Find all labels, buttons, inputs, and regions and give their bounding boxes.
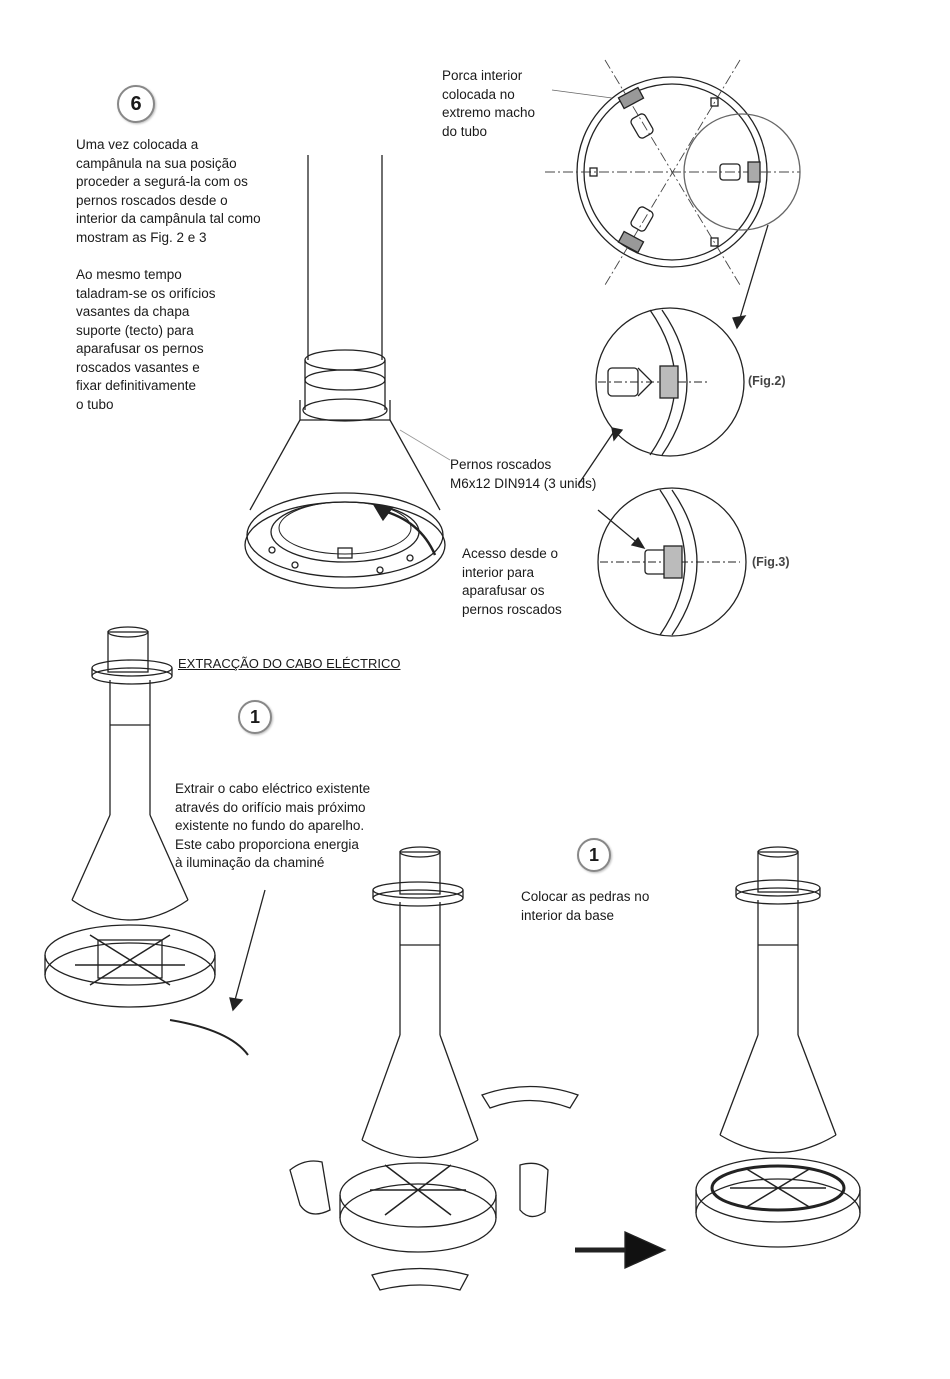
callout-porca-interior: Porca interior colocada no extremo macho do tubo bbox=[442, 68, 536, 139]
step-6-badge: 6 bbox=[117, 85, 155, 123]
stones-instructions: Colocar as pedras no interior da base bbox=[521, 889, 650, 923]
callout-acesso: Acesso desde o interior para aparafusar os pernos roscados bbox=[462, 546, 562, 617]
stones-step-badge: 1 bbox=[577, 838, 611, 872]
hood-assembly-drawing bbox=[245, 155, 450, 588]
cable-step-badge: 1 bbox=[238, 700, 272, 734]
callout-pernos-roscados: Pernos roscados M6x12 DIN914 (3 unids) bbox=[450, 457, 597, 491]
fig2-detail-drawing bbox=[578, 308, 744, 485]
fig2-label: (Fig.2) bbox=[748, 374, 786, 388]
fig3-detail-drawing bbox=[598, 488, 746, 636]
fig3-label: (Fig.3) bbox=[752, 555, 790, 569]
cable-instructions: Extrair o cabo eléctrico existente através do orifício mais próximo existente no fundo do aparelho. Este cabo proporciona energia à iluminação da chaminé bbox=[175, 781, 371, 870]
ring-top-view-drawing bbox=[545, 60, 800, 328]
step-6-text-1: Uma vez colocada a campânula na sua posição proceder a segurá-la com os pernos roscados desde o interior da campânula tal como mostram as Fig. 2 e 3 bbox=[76, 137, 261, 245]
step-6-text-2: Ao mesmo tempo taladram-se os orifícios vasantes da chapa suporte (tecto) para aparafusar os pernos roscados vasantes e fixar definitivamente o tubo bbox=[76, 267, 216, 412]
cable-extraction-heading: EXTRACÇÃO DO CABO ELÉCTRICO bbox=[178, 656, 401, 671]
fireplace-result-drawing bbox=[696, 847, 860, 1247]
result-arrow-icon bbox=[575, 1232, 665, 1268]
